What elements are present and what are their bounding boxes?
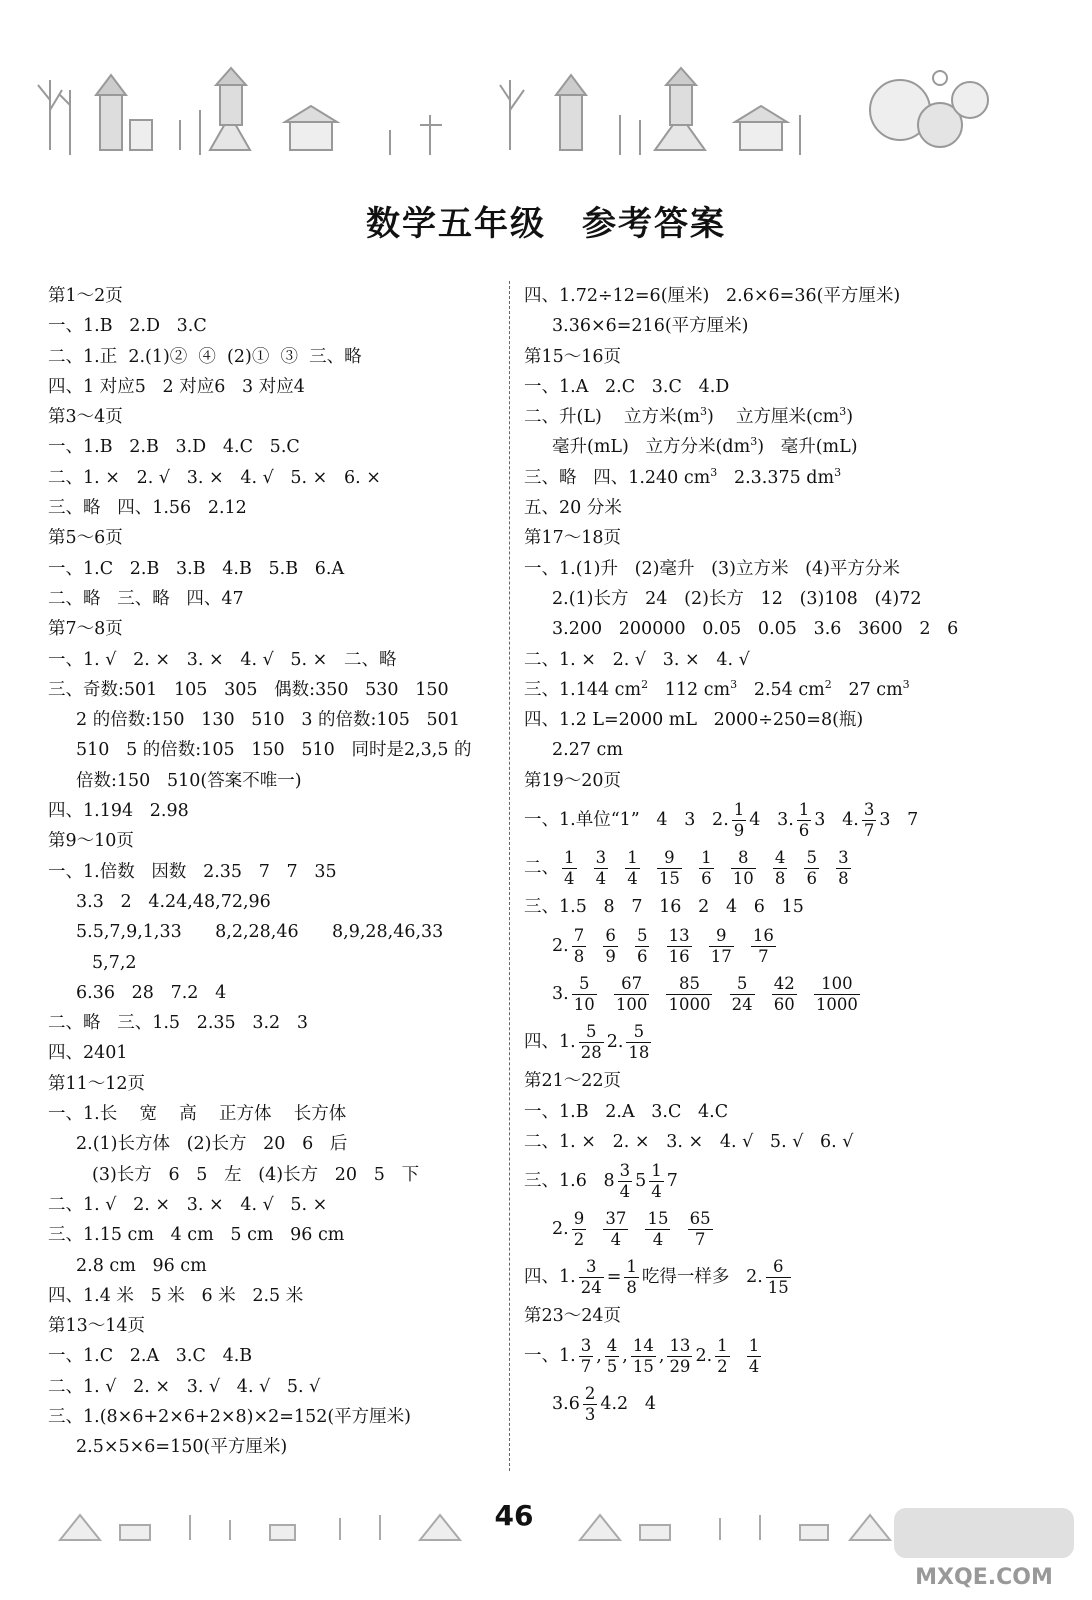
fraction [667, 1336, 692, 1377]
fraction-numerator: 3 [863, 800, 875, 820]
text-part: 3. [552, 984, 569, 1005]
text-part: ) 毫升(mL) [757, 437, 858, 458]
answer-line: 一、1.B 2.D 3.C [48, 316, 207, 337]
top-decoration [30, 60, 1070, 170]
text-part: 2.3.375 dm [717, 467, 835, 488]
fraction-denominator: 4 [651, 1182, 662, 1202]
text-part: 4 3. [749, 810, 794, 831]
watermark-text: MXQE.COM [915, 1565, 1053, 1590]
separator [685, 858, 696, 878]
fraction [572, 1209, 587, 1250]
fraction [797, 800, 812, 841]
answer-line: 2.8 cm 96 cm [76, 1255, 207, 1276]
fraction-denominator: 7 [694, 1230, 706, 1250]
fraction-group [569, 974, 863, 1015]
answer-line: 一、1.倍数 因数 2.35 7 7 35 [48, 861, 337, 882]
fraction-numerator: 1 [651, 1161, 662, 1181]
separator [737, 936, 748, 956]
text-part: 四、1. [524, 1032, 576, 1053]
fraction-numerator: 2 [584, 1383, 596, 1403]
answer-line: 510 5 的倍数:105 150 510 同时是2,3,5 的 [76, 740, 472, 761]
fraction-numerator: 5 [572, 974, 597, 995]
answer-line: 一、1. √ 2. × 3. × 4. √ 5. × 二、略 [48, 649, 397, 670]
fraction-numerator: 5 [636, 926, 648, 946]
answer-line: 三、1.5 8 7 16 2 4 6 15 [524, 897, 804, 918]
page-number: 46 [494, 1499, 534, 1532]
fraction-numerator: 3 [579, 1257, 604, 1278]
fraction-denominator: 4 [564, 869, 575, 889]
fraction-denominator: 1000 [668, 995, 711, 1015]
fraction [731, 848, 756, 889]
answer-line: 二、1. √ 2. × 3. √ 4. √ 5. √ [48, 1376, 321, 1397]
title-sub: 参考答案 [582, 204, 726, 244]
fraction-denominator: 15 [632, 1356, 654, 1376]
fraction-numerator: 3 [619, 1161, 631, 1181]
section-heading: 第11～12页 [48, 1073, 146, 1094]
separator [715, 984, 726, 1004]
text-part: 3 4. [814, 810, 859, 831]
text-part: 5 [635, 1171, 647, 1192]
fraction-numerator: 1 [701, 848, 712, 868]
text-part: 2. [552, 936, 569, 957]
text-part: 2. [695, 1345, 713, 1366]
text-part: 毫升(mL) 立方分米(dm [552, 437, 751, 458]
fraction-numerator: 14 [632, 1335, 654, 1355]
fraction-denominator: 16 [668, 947, 690, 967]
fraction-numerator: 16 [752, 926, 774, 946]
superscript: 2 [641, 678, 649, 692]
fraction [618, 1161, 633, 1202]
fraction-numerator: 6 [766, 1257, 791, 1278]
fraction-denominator: 4 [610, 1230, 622, 1250]
fraction-denominator: 18 [628, 1043, 650, 1063]
answer-line: 一、1.(1)升 (2)毫升 (3)立方米 (4)平方分米 [524, 558, 900, 579]
fraction [594, 848, 609, 889]
text-part: 2.54 cm [737, 679, 825, 700]
text-part: 一、1. [524, 1345, 576, 1366]
separator [611, 858, 622, 878]
section-heading: 第7～8页 [48, 619, 123, 640]
separator [631, 1219, 642, 1239]
fraction-denominator: 6 [806, 869, 817, 889]
answer-line [524, 844, 1044, 892]
fraction-denominator: 8 [573, 947, 585, 967]
answer-line: 6.36 28 7.2 4 [76, 982, 227, 1003]
fraction [732, 800, 747, 841]
fraction-group [569, 926, 779, 967]
fraction-denominator: 6 [701, 869, 712, 889]
fraction [862, 800, 877, 841]
answer-line: (3)长方 6 5 左 (4)长方 20 5 下 [92, 1164, 420, 1185]
fraction-denominator: 4 [595, 869, 607, 889]
fraction-denominator: 10 [732, 869, 754, 889]
fraction-group [559, 848, 854, 889]
text-part: = [606, 1267, 622, 1288]
fraction-group [576, 1335, 696, 1376]
fraction-denominator: 2 [717, 1356, 728, 1376]
fraction-numerator: 5 [806, 848, 817, 868]
answer-line [524, 1380, 1044, 1428]
text-part: 3 7 [879, 810, 919, 831]
answer-line [524, 1157, 1044, 1205]
fraction [603, 926, 618, 967]
section-heading: 第3～4页 [48, 407, 123, 428]
answer-line: 四、1.194 2.98 [48, 801, 189, 822]
fraction-group [712, 1335, 764, 1376]
fraction-numerator: 9 [657, 848, 682, 869]
fraction-denominator: 9 [733, 821, 745, 841]
fraction [572, 926, 587, 967]
fraction-group [569, 1209, 716, 1250]
fraction [579, 1336, 594, 1377]
fraction-numerator: 5 [626, 1022, 651, 1043]
fraction-numerator: 4 [774, 848, 786, 868]
fraction-denominator: 29 [669, 1356, 691, 1376]
superscript: 3 [839, 405, 847, 419]
answer-line: 一、1.C 2.A 3.C 4.B [48, 1346, 253, 1367]
separator [759, 858, 770, 878]
fraction-denominator: 8 [838, 869, 849, 889]
fraction [730, 974, 755, 1015]
text-part: ) [846, 407, 854, 428]
fraction-numerator: 3 [580, 1335, 592, 1355]
fraction-denominator: 7 [580, 1356, 592, 1376]
text-part: 三、1.144 cm [524, 679, 642, 700]
answer-line: 一、1.长 宽 高 正方体 长方体 [48, 1104, 347, 1125]
fraction-denominator: 24 [731, 995, 753, 1015]
text-part: 四、1. [524, 1267, 576, 1288]
fraction-denominator: 24 [580, 1278, 602, 1298]
fraction-numerator: 13 [669, 1335, 691, 1355]
answer-line: 三、1.(8×6+2×6+2×8)×2=152(平方厘米) [48, 1406, 411, 1427]
answer-line: 四、1.4 米 5 米 6 米 2.5 米 [48, 1285, 304, 1306]
text-part: 2. [552, 1219, 569, 1240]
fraction-denominator: 3 [584, 1404, 596, 1424]
fraction [583, 1384, 598, 1425]
answer-line: 2 的倍数:150 130 510 3 的倍数:105 501 [76, 710, 460, 731]
fraction [667, 926, 692, 967]
fraction-numerator: 8 [731, 848, 756, 869]
separator [733, 1346, 744, 1366]
answer-line: 三、奇数:501 105 305 偶数:350 530 150 [48, 679, 449, 700]
fraction [626, 1022, 651, 1063]
superscript: 3 [710, 465, 718, 479]
section-heading: 第17～18页 [524, 528, 622, 549]
separator: , [596, 1345, 602, 1366]
superscript: 3 [750, 435, 758, 449]
fraction-numerator: 3 [595, 848, 607, 868]
fraction-denominator: 7 [758, 947, 769, 967]
fraction-denominator: 15 [767, 1278, 789, 1298]
fraction-denominator: 15 [658, 869, 680, 889]
fraction [579, 1257, 604, 1298]
separator [589, 936, 600, 956]
fraction-numerator: 100 [814, 974, 860, 995]
fraction-denominator: 100 [615, 995, 648, 1015]
fraction-denominator: 28 [580, 1043, 602, 1063]
fraction-denominator: 6 [798, 821, 810, 841]
answer-line: 一、1.B 2.A 3.C 4.C [524, 1101, 729, 1122]
answer-line [524, 796, 1044, 844]
separator [589, 1219, 600, 1239]
fraction [804, 848, 819, 889]
fraction-numerator: 42 [773, 974, 795, 994]
answer-line [524, 402, 1044, 432]
fraction [625, 848, 640, 889]
answer-line: 一、1.B 2.B 3.D 4.C 5.C [48, 437, 300, 458]
fraction-denominator: 7 [863, 821, 875, 841]
right-column [524, 281, 1044, 1428]
answer-line: 一、1.C 2.B 3.B 4.B 5.B 6.A [48, 558, 345, 579]
column-divider [509, 281, 510, 1471]
section-heading: 第5～6页 [48, 528, 123, 549]
answer-line: 3.200 200000 0.05 0.05 3.6 3600 2 6 [552, 619, 959, 640]
answer-line: 二、1. × 2. √ 3. × 4. √ [524, 649, 750, 670]
separator [800, 984, 811, 1004]
answer-line: 四、2401 [48, 1043, 128, 1064]
answer-line [524, 922, 1044, 970]
fraction-numerator: 13 [668, 926, 690, 946]
fraction [688, 1209, 713, 1250]
superscript: 3 [699, 405, 707, 419]
answer-line: 三、1.15 cm 4 cm 5 cm 96 cm [48, 1225, 345, 1246]
answer-line [524, 1253, 1044, 1301]
superscript: 3 [902, 678, 910, 692]
fraction-numerator: 9 [573, 1209, 585, 1229]
fraction [773, 848, 788, 889]
separator [790, 858, 801, 878]
answer-line: 四、1.2 L=2000 mL 2000÷250=8(瓶) [524, 710, 864, 731]
answer-line [524, 1332, 1044, 1380]
fraction [836, 848, 851, 889]
answer-line: 一、1.A 2.C 3.C 4.D [524, 376, 730, 397]
text-part: 二、升(L) 立方米(m [524, 407, 700, 428]
answer-line: 三、略 四、1.56 2.12 [48, 498, 247, 519]
section-heading: 第13～14页 [48, 1316, 146, 1337]
section-heading: 第9～10页 [48, 831, 134, 852]
fraction-denominator: 6 [636, 947, 648, 967]
text-part: 吃得一样多 2. [641, 1267, 763, 1288]
separator [580, 858, 591, 878]
answer-line: 四、1.72÷12=6(厘米) 2.6×6=36(平方厘米) [524, 286, 901, 306]
text-part: 三、1.6 8 [524, 1171, 615, 1192]
fraction-denominator: 4 [627, 869, 638, 889]
page-title [0, 196, 1092, 245]
fraction-numerator: 7 [573, 926, 585, 946]
fraction-denominator: 2 [573, 1230, 585, 1250]
fraction [657, 848, 682, 889]
section-heading: 第21～22页 [524, 1071, 622, 1092]
fraction-numerator: 1 [626, 1257, 637, 1277]
answer-line: 五、20 分米 [524, 498, 622, 519]
fraction-denominator: 4 [619, 1182, 631, 1202]
section-heading: 第23～24页 [524, 1306, 622, 1327]
fraction-numerator: 85 [666, 974, 712, 995]
separator [600, 984, 611, 1004]
fraction [715, 1336, 730, 1377]
fraction-numerator: 9 [709, 926, 734, 947]
answer-line: 倍数:150 510(答案不唯一) [76, 770, 302, 791]
fraction [562, 848, 577, 889]
answer-line: 二、1. √ 2. × 3. × 4. √ 5. × [48, 1194, 328, 1215]
separator [652, 936, 663, 956]
bottom-decoration [40, 1490, 900, 1550]
fraction-numerator: 1 [748, 1335, 760, 1355]
answer-line [524, 1018, 1044, 1066]
fraction-numerator: 1 [798, 800, 810, 820]
separator [717, 858, 728, 878]
fraction [751, 926, 776, 967]
answer-line: 二、1.正 2.(1)② ④ (2)① ③ 三、略 [48, 346, 362, 367]
text-part: 4.2 4 [600, 1393, 656, 1414]
fraction-numerator: 5 [579, 1022, 604, 1043]
section-heading: 第15～16页 [524, 346, 622, 367]
answer-line: 3.36×6=216(平方厘米) [552, 316, 749, 337]
fraction-numerator: 65 [689, 1209, 711, 1229]
answer-line: 5,7,2 [92, 952, 137, 973]
fraction [772, 974, 797, 1015]
answer-line: 二、略 三、1.5 2.35 3.2 3 [48, 1013, 309, 1034]
answer-line: 二、1. × 2. × 3. × 4. √ 5. √ 6. √ [524, 1131, 854, 1152]
text-part: 2. [606, 1032, 624, 1053]
superscript: 3 [834, 465, 842, 479]
fraction-denominator: 9 [605, 947, 616, 967]
separator [758, 984, 769, 1004]
fraction-numerator: 5 [730, 974, 755, 995]
fraction-numerator: 1 [717, 1335, 728, 1355]
fraction [614, 974, 650, 1015]
answer-line [524, 675, 1044, 705]
title-main: 数学五年级 [366, 204, 546, 244]
fraction [645, 1209, 670, 1250]
text-part: 三、略 四、1.240 cm [524, 467, 711, 488]
fraction [814, 974, 860, 1015]
separator [695, 936, 706, 956]
fraction-numerator: 1 [733, 800, 745, 820]
fraction [709, 926, 734, 967]
fraction-denominator: 8 [774, 869, 786, 889]
text-part: ) 立方厘米(cm [706, 407, 840, 428]
fraction-denominator: 60 [773, 995, 795, 1015]
fraction-denominator: 4 [652, 1230, 664, 1250]
fraction [624, 1257, 639, 1298]
answer-line: 5.5,7,9,1,33 8,2,28,46 8,9,28,46,33 [76, 922, 444, 943]
fraction-denominator: 1000 [815, 995, 858, 1015]
answer-line: 二、1. × 2. √ 3. × 4. √ 5. × 6. × [48, 467, 381, 488]
fraction [631, 1336, 656, 1377]
fraction-denominator: 5 [606, 1356, 618, 1376]
answer-line: 二、略 三、略 四、47 [48, 588, 244, 609]
text-part: 3.6 [552, 1393, 580, 1414]
answer-line [524, 432, 1044, 462]
fraction [747, 1336, 762, 1377]
fraction [766, 1257, 791, 1298]
answer-line: 3.3 2 4.24,48,72,96 [76, 891, 271, 912]
fraction [603, 1209, 628, 1250]
fraction-numerator: 1 [564, 848, 575, 868]
section-heading: 第1～2页 [48, 286, 123, 306]
fraction-denominator: 17 [710, 947, 732, 967]
text-part: 7 [666, 1171, 678, 1192]
fraction-denominator: 8 [626, 1278, 637, 1298]
fraction [605, 1336, 620, 1377]
fraction [572, 974, 597, 1015]
fraction [649, 1161, 664, 1202]
answer-line [524, 463, 1044, 493]
answer-line: 2.5×5×6=150(平方厘米) [76, 1437, 288, 1458]
answer-line [524, 970, 1044, 1018]
superscript: 2 [824, 678, 832, 692]
section-heading: 第19～20页 [524, 770, 622, 791]
superscript: 3 [730, 678, 738, 692]
text-part: 一、1.单位“1” 4 3 2. [524, 810, 729, 831]
fraction-denominator: 10 [573, 995, 595, 1015]
text-part: 27 cm [831, 679, 903, 700]
separator [621, 936, 632, 956]
separator [652, 984, 663, 1004]
fraction-denominator: 4 [748, 1356, 760, 1376]
separator [643, 858, 654, 878]
answer-line [524, 1205, 1044, 1253]
separator: , [622, 1345, 628, 1366]
answer-line: 2.27 cm [552, 740, 623, 761]
answer-line: 2.(1)长方 24 (2)长方 12 (3)108 (4)72 [552, 588, 922, 609]
left-column [48, 281, 503, 1463]
fraction-numerator: 15 [647, 1209, 669, 1229]
fraction [666, 974, 712, 1015]
answer-line: 2.(1)长方体 (2)长方 20 6 后 [76, 1134, 348, 1155]
fraction [699, 848, 714, 889]
text-part: 二、 [524, 858, 559, 879]
separator [673, 1219, 684, 1239]
answer-line: 四、1 对应5 2 对应6 3 对应4 [48, 376, 305, 397]
fraction [635, 926, 650, 967]
fraction-numerator: 67 [614, 974, 650, 995]
fraction-numerator: 6 [605, 926, 616, 946]
fraction [579, 1022, 604, 1063]
fraction-numerator: 1 [627, 848, 638, 868]
separator [822, 858, 833, 878]
watermark-logo [890, 1502, 1080, 1592]
fraction-numerator: 37 [605, 1209, 627, 1229]
text-part: 112 cm [648, 679, 731, 700]
fraction-numerator: 3 [838, 848, 849, 868]
separator: , [658, 1345, 665, 1366]
fraction-numerator: 4 [606, 1335, 618, 1355]
